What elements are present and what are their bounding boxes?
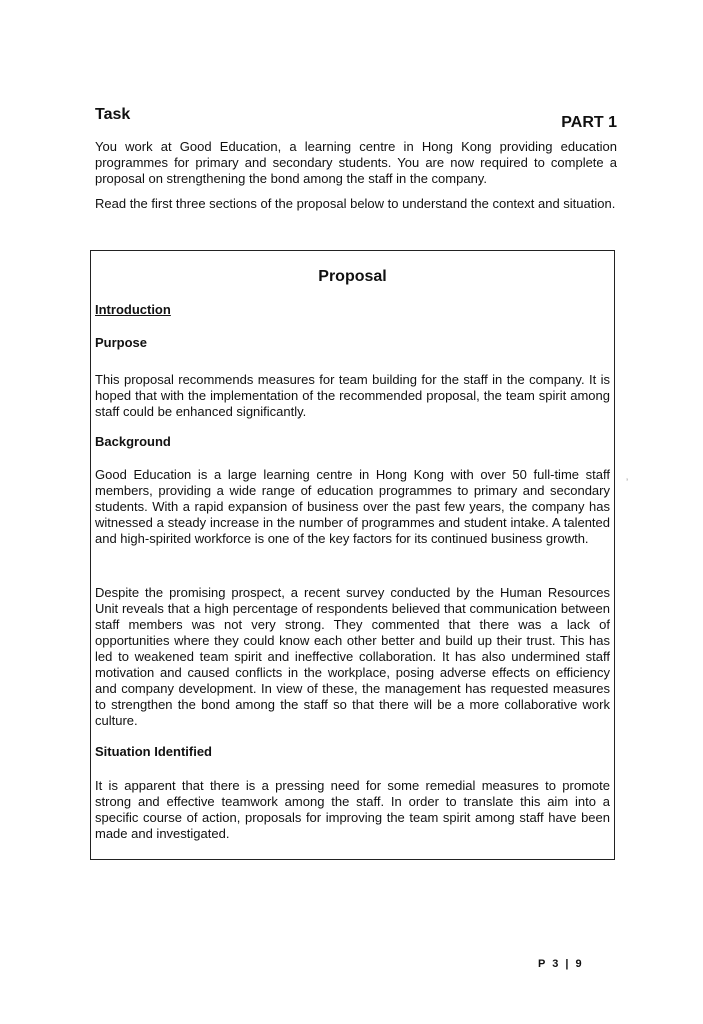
task-paragraph-1: You work at Good Education, a learning centre in Hong Kong providing education programmes for primary and secondary students. You are now required to complete a proposal on strengthening the bond among the staff in the company. (95, 139, 617, 186)
background-heading: Background (95, 434, 171, 449)
stray-mark: ʼ (626, 478, 629, 489)
introduction-heading: Introduction (95, 302, 171, 317)
purpose-text: This proposal recommends measures for team building for the staff in the company. It is hoped that with the implementation of the recommended proposal, the team spirit among staff could be enhanced significantly. (95, 372, 610, 419)
situation-heading: Situation Identified (95, 744, 212, 759)
proposal-title: Proposal (318, 268, 387, 285)
background-text-2: Despite the promising prospect, a recent survey conducted by the Human Resources Unit reveals that a high percentage of respondents believed that communication between staff members was not very strong. They commented that there was a lack of opportunities where they could know each other better and build up their trust. This has led to weakened team spirit and ineffective collaboration. It has also undermined staff motivation and caused conflicts in the workplace, posing adverse effects on efficiency and company development. In view of these, the management has requested measures to strengthen the bond among the staff so that there will be a more collaborative work culture. (95, 585, 610, 728)
situation-text: It is apparent that there is a pressing need for some remedial measures to promote strong and effective teamwork among the staff. In order to translate this aim into a specific course of action, proposals for improving the team spirit among staff have been made and investigated. (95, 778, 610, 841)
purpose-heading: Purpose (95, 335, 148, 350)
page-number: P 3 | 9 (538, 958, 584, 970)
background-text-1: Good Education is a large learning centre in Hong Kong with over 50 full-time staff members, providing a wide range of education programmes to primary and secondary students. With a rapid expansion of business over the past few years, the company has witnessed a steady increase in the number of programmes and student intake. A talented and high-spirited workforce is one of the key factors for its continued business growth. (95, 467, 610, 546)
task-title: Task (95, 106, 131, 123)
task-header (95, 106, 617, 132)
part-label: PART 1 (561, 114, 617, 131)
task-paragraph-2: Read the first three sections of the proposal below to understand the context and situation. (95, 196, 616, 211)
proposal-box (90, 250, 615, 860)
